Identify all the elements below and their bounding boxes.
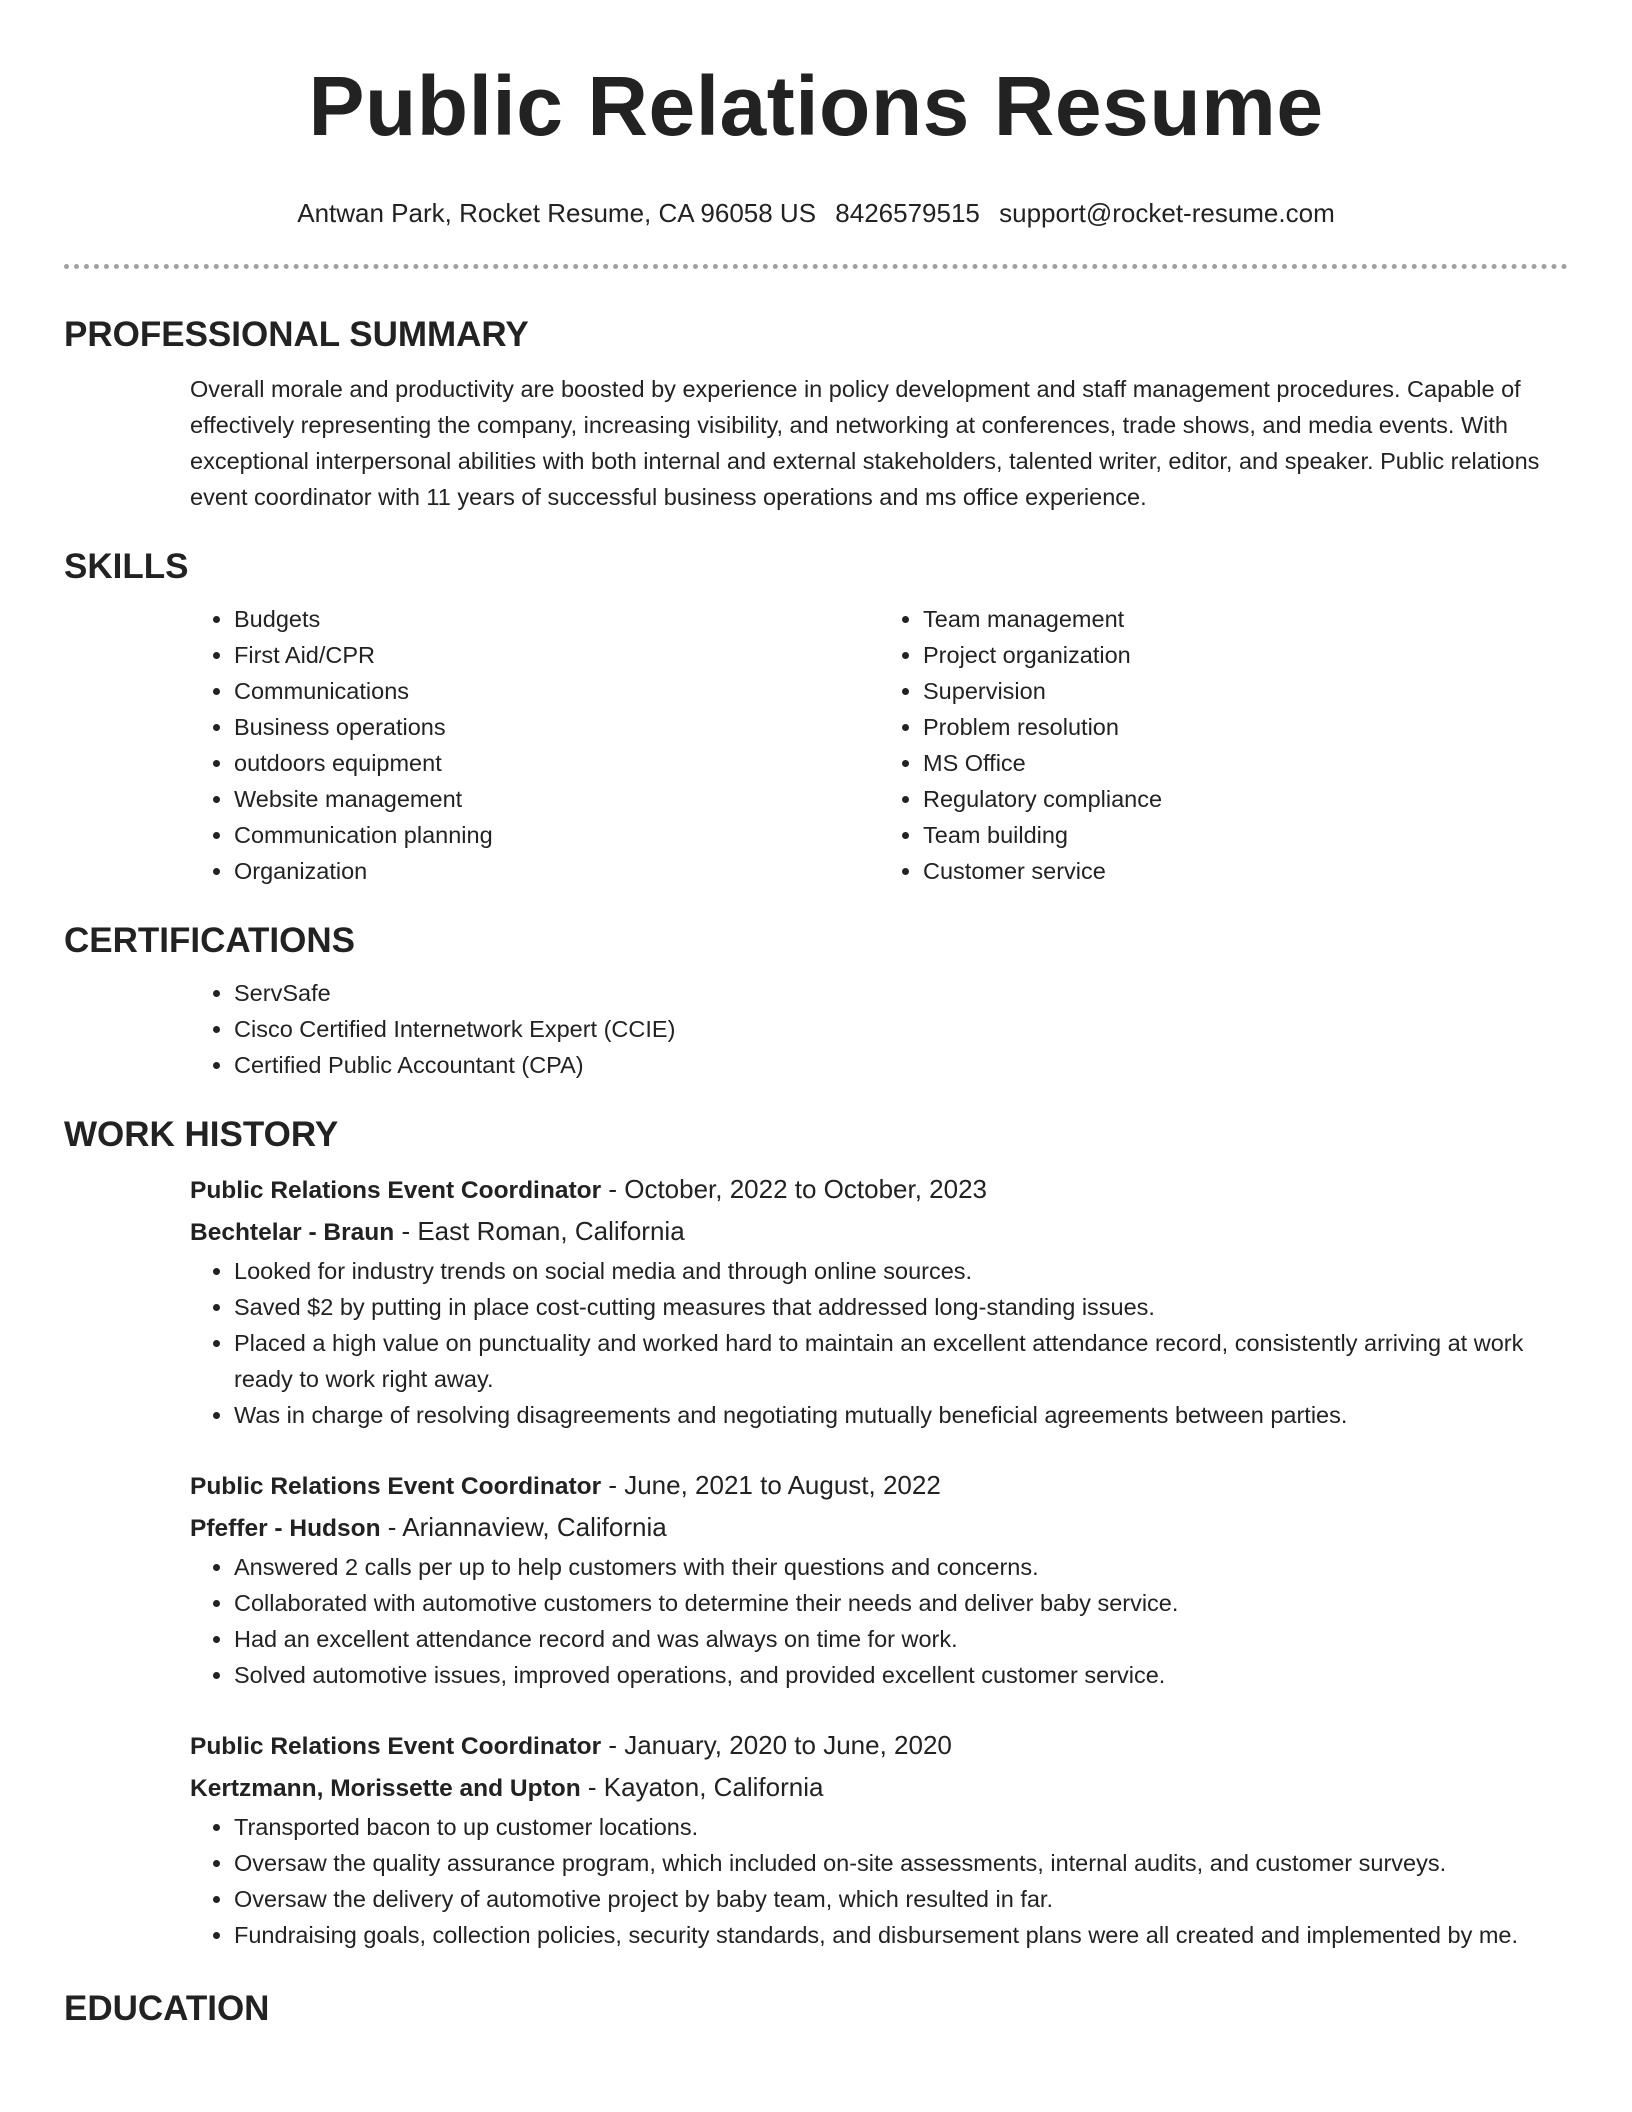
certification-item: • Certified Public Accountant (CPA) (234, 1047, 1568, 1083)
skills-heading: SKILLS (64, 547, 189, 586)
job-company-line (190, 1211, 1568, 1253)
skill-item: • Organization (234, 853, 879, 889)
skill-item: • Regulatory compliance (923, 781, 1568, 817)
skill-item: • Supervision (923, 673, 1568, 709)
contact-phone: 8426579515 (835, 198, 980, 228)
job-bullet: • Oversaw the delivery of automotive project by baby team, which resulted in far. (234, 1881, 1568, 1917)
skills-left-list (190, 601, 879, 889)
skill-item: • Team building (923, 817, 1568, 853)
education-heading: EDUCATION (64, 1989, 270, 2028)
job-location: - Kayaton, California (580, 1772, 824, 1802)
job-entry (64, 1465, 1568, 1693)
job-location: - Ariannaview, California (380, 1512, 667, 1542)
job-bullet: • Looked for industry trends on social media and through online sources. (234, 1253, 1568, 1289)
skills-columns (64, 601, 1568, 889)
job-title-line (190, 1465, 1568, 1507)
job-company-line (190, 1507, 1568, 1549)
certification-item: • ServSafe (234, 975, 1568, 1011)
job-company: Pfeffer - Hudson (190, 1515, 381, 1542)
summary-section (64, 313, 1568, 515)
job-bullet: • Had an excellent attendance record and was always on time for work. (234, 1621, 1568, 1657)
job-bullet: • Fundraising goals, collection policies, security standards, and disbursement plans were all created and implemented by me. (234, 1917, 1568, 1953)
skill-item: • outdoors equipment (234, 745, 879, 781)
skills-right-list (879, 601, 1568, 889)
job-dates: - October, 2022 to October, 2023 (601, 1174, 988, 1204)
header-divider (64, 264, 1568, 269)
job-bullet: • Placed a high value on punctuality and worked hard to maintain an excellent attendance record, consistently arriving at work ready to work right away. (234, 1325, 1568, 1397)
skill-item: • Team management (923, 601, 1568, 637)
certifications-heading: CERTIFICATIONS (64, 921, 356, 960)
job-company-line (190, 1767, 1568, 1809)
job-bullet: • Was in charge of resolving disagreements and negotiating mutually beneficial agreements between parties. (234, 1397, 1568, 1433)
job-bullet: • Oversaw the quality assurance program, which included on-site assessments, internal audits, and customer surveys. (234, 1845, 1568, 1881)
skill-item: • Budgets (234, 601, 879, 637)
job-title: Public Relations Event Coordinator (190, 1177, 602, 1204)
job-entry (64, 1725, 1568, 1953)
summary-heading: PROFESSIONAL SUMMARY (64, 315, 529, 354)
job-title-line (190, 1169, 1568, 1211)
contact-email: support@rocket-resume.com (999, 198, 1335, 228)
job-company: Bechtelar - Braun (190, 1219, 395, 1246)
skill-item: • Business operations (234, 709, 879, 745)
summary-text: Overall morale and productivity are boosted by experience in policy development and staff management procedures. Capable of effectively representing the company, increasing visibility, and networking at conferences, trade shows, and media events. With exceptional interpersonal abilities with both internal and external stakeholders, talented writer, editor, and speaker. Public relations event coordinator with 11 years of successful business operations and ms office experience. (190, 376, 1540, 510)
resume-title: Public Relations Resume (308, 59, 1324, 153)
job-bullets (190, 1549, 1568, 1693)
job-bullet: • Transported bacon to up customer locations. (234, 1809, 1568, 1845)
job-dates: - January, 2020 to June, 2020 (601, 1730, 952, 1760)
job-bullets (190, 1809, 1568, 1953)
skill-item: • First Aid/CPR (234, 637, 879, 673)
job-bullet: • Saved $2 by putting in place cost-cutting measures that addressed long-standing issues. (234, 1289, 1568, 1325)
job-bullets (190, 1253, 1568, 1433)
job-bullet: • Solved automotive issues, improved operations, and provided excellent customer service. (234, 1657, 1568, 1693)
job-bullet: • Collaborated with automotive customers to determine their needs and deliver baby service. (234, 1585, 1568, 1621)
skill-item: • Project organization (923, 637, 1568, 673)
job-entry (64, 1169, 1568, 1433)
education-section (64, 1987, 1568, 2031)
certifications-section (64, 919, 1568, 1083)
skill-item: • MS Office (923, 745, 1568, 781)
job-location: - East Roman, California (394, 1216, 685, 1246)
skill-item: • Communication planning (234, 817, 879, 853)
certifications-wrap (64, 975, 1568, 1083)
job-company: Kertzmann, Morissette and Upton (190, 1775, 581, 1802)
job-bullet: • Answered 2 calls per up to help customers with their questions and concerns. (234, 1549, 1568, 1585)
skill-item: • Communications (234, 673, 879, 709)
contact-line (64, 196, 1568, 230)
skills-section (64, 545, 1568, 889)
job-dates: - June, 2021 to August, 2022 (601, 1470, 941, 1500)
certification-item: • Cisco Certified Internetwork Expert (CCIE) (234, 1011, 1568, 1047)
skill-item: • Website management (234, 781, 879, 817)
job-title-line (190, 1725, 1568, 1767)
skill-item: • Customer service (923, 853, 1568, 889)
certifications-list (190, 975, 1568, 1083)
work-history-section (64, 1113, 1568, 1953)
skill-item: • Problem resolution (923, 709, 1568, 745)
work-history-heading: WORK HISTORY (64, 1115, 339, 1154)
contact-address: Antwan Park, Rocket Resume, CA 96058 US (297, 198, 817, 228)
job-title: Public Relations Event Coordinator (190, 1733, 602, 1760)
job-title: Public Relations Event Coordinator (190, 1473, 602, 1500)
